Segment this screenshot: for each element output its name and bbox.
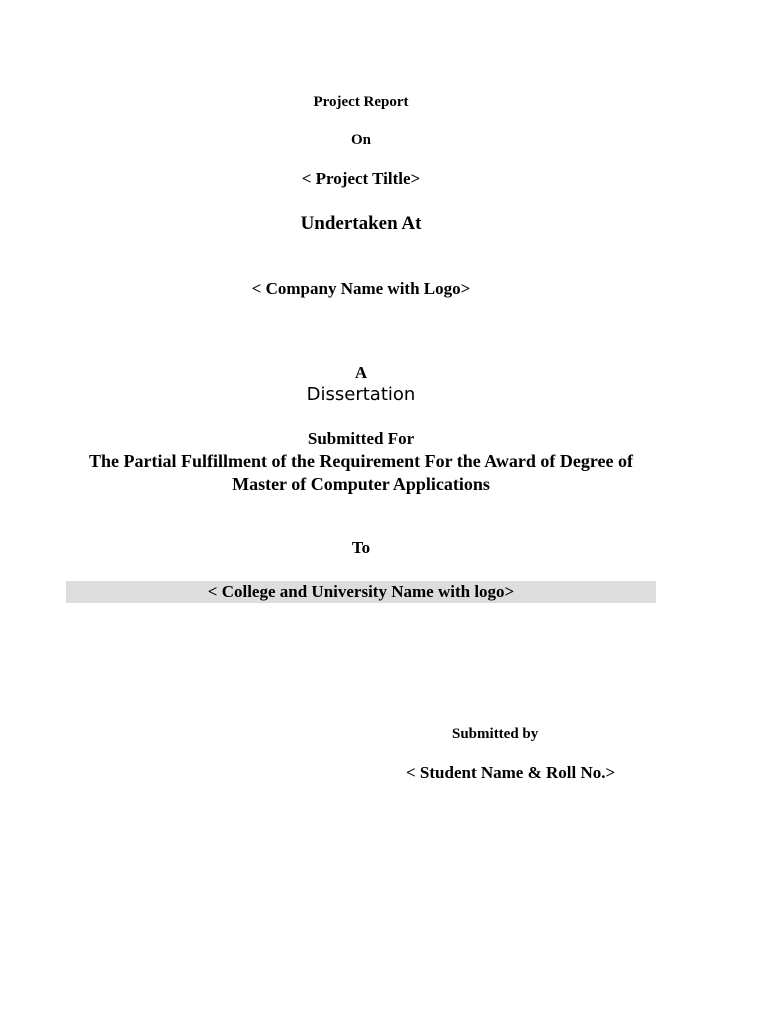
submitted-for-label: Submitted For <box>307 429 415 448</box>
college-name-placeholder: < College and University Name with logo> <box>207 582 515 601</box>
undertaken-at-label: Undertaken At <box>300 213 422 234</box>
report-type-heading: Project Report <box>313 94 409 110</box>
project-title-placeholder: < Project Tiltle> <box>301 169 421 188</box>
to-label: To <box>351 538 371 557</box>
submitted-by-label: Submitted by <box>452 726 539 742</box>
degree-name: Master of Computer Applications <box>232 474 490 494</box>
on-label: On <box>350 132 371 148</box>
student-name-placeholder: < Student Name & Roll No.> <box>406 763 616 782</box>
purpose-line-1: The Partial Fulfillment of the Requirement For the Award of Degree of <box>88 451 634 471</box>
company-name-placeholder: < Company Name with Logo> <box>251 279 471 298</box>
article-a: A <box>354 363 368 382</box>
dissertation-label: Dissertation <box>306 384 416 405</box>
